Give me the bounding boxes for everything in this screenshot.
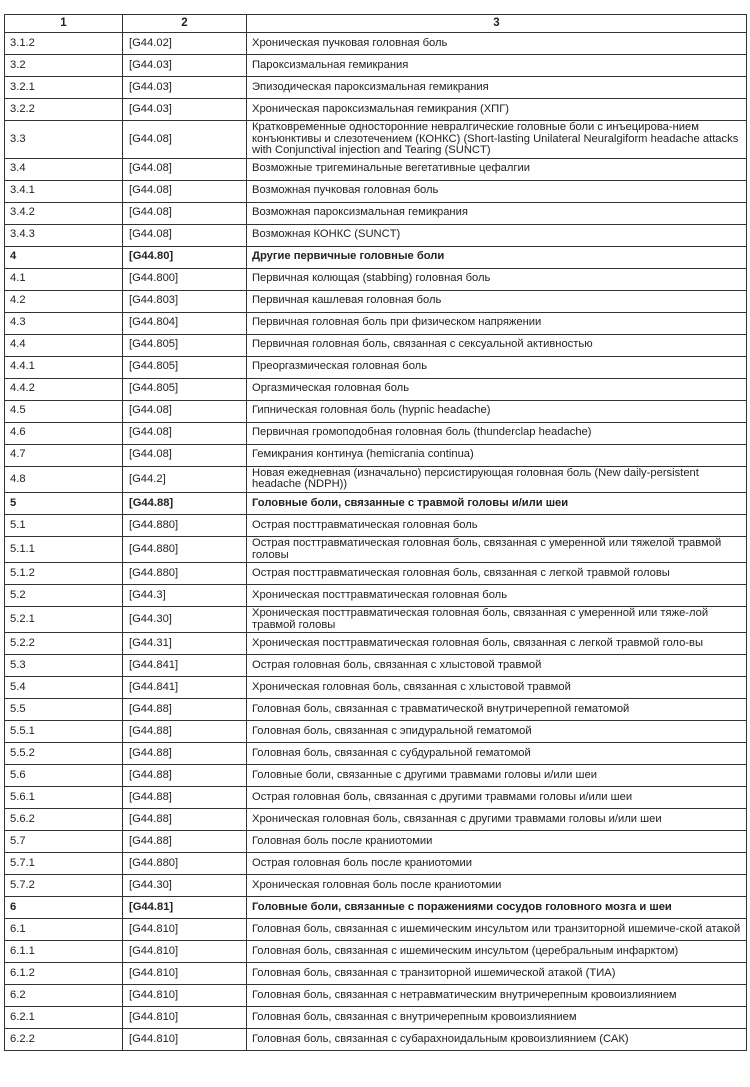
row-number-cell: 5.2.2: [5, 633, 123, 655]
description-cell: Головная боль после краниотомии: [247, 831, 747, 853]
icd-code-cell: [G44.805]: [123, 334, 247, 356]
icd-code-cell: [G44.810]: [123, 1029, 247, 1051]
icd-code-cell: [G44.800]: [123, 268, 247, 290]
row-number-cell: 3.2: [5, 55, 123, 77]
icd-code-cell: [G44.880]: [123, 514, 247, 536]
icd-code-cell: [G44.08]: [123, 202, 247, 224]
row-number-cell: 6.2.2: [5, 1029, 123, 1051]
table-row: [5, 77, 747, 99]
row-number-cell: 4.8: [5, 466, 123, 492]
row-number-cell: 6.2: [5, 985, 123, 1007]
icd-code-cell: [G44.805]: [123, 378, 247, 400]
row-number-cell: 5.5.2: [5, 743, 123, 765]
description-cell: Головная боль, связанная с субдуральной гематомой: [247, 743, 747, 765]
icd-code-cell: [G44.810]: [123, 963, 247, 985]
description-cell: Головная боль, связанная с внутричерепным кровоизлиянием: [247, 1007, 747, 1029]
row-number-cell: 5.6: [5, 765, 123, 787]
icd-code-cell: [G44.880]: [123, 536, 247, 562]
table-row: [5, 99, 747, 121]
icd-code-cell: [G44.88]: [123, 743, 247, 765]
description-cell: Первичная головная боль, связанная с сексуальной активностью: [247, 334, 747, 356]
icd-code-cell: [G44.2]: [123, 466, 247, 492]
icd-code-cell: [G44.81]: [123, 897, 247, 919]
row-number-cell: 5.1: [5, 514, 123, 536]
table-row: [5, 585, 747, 607]
table-row: [5, 334, 747, 356]
table-row: [5, 290, 747, 312]
table-row: [5, 787, 747, 809]
icd-code-cell: [G44.03]: [123, 99, 247, 121]
description-cell: Возможные тригеминальные вегетативные цефалгии: [247, 158, 747, 180]
table-row: [5, 985, 747, 1007]
icd-code-cell: [G44.08]: [123, 121, 247, 159]
row-number-cell: 5.2.1: [5, 607, 123, 633]
table-row: [5, 33, 747, 55]
row-number-cell: 3.4.3: [5, 224, 123, 246]
table-row: [5, 743, 747, 765]
description-cell: Головная боль, связанная с субарахноидальным кровоизлиянием (САК): [247, 1029, 747, 1051]
icd-code-cell: [G44.88]: [123, 809, 247, 831]
row-number-cell: 5.7: [5, 831, 123, 853]
row-number-cell: 4.4.1: [5, 356, 123, 378]
description-cell: Гемикрания континуа (hemicrania continua): [247, 444, 747, 466]
icd-code-cell: [G44.88]: [123, 699, 247, 721]
icd-code-cell: [G44.08]: [123, 224, 247, 246]
header-col-2: 2: [123, 15, 247, 33]
description-cell: Головная боль, связанная с ишемическим инсультом или транзиторной ишемиче-ской атакой: [247, 919, 747, 941]
description-cell: Головная боль, связанная с транзиторной ишемической атакой (ТИА): [247, 963, 747, 985]
description-cell: Новая ежедневная (изначально) персистирующая головная боль (New daily-persistent headache (NDPH)): [247, 466, 747, 492]
row-number-cell: 3.4: [5, 158, 123, 180]
icd-code-cell: [G44.3]: [123, 585, 247, 607]
table-row: [5, 378, 747, 400]
row-number-cell: 3.3: [5, 121, 123, 159]
description-cell: Острая посттравматическая головная боль, связанная с умеренной или тяжелой травмой головы: [247, 536, 747, 562]
table-row: [5, 699, 747, 721]
row-number-cell: 4: [5, 246, 123, 268]
table-row: [5, 356, 747, 378]
row-number-cell: 6.2.1: [5, 1007, 123, 1029]
table-row: [5, 121, 747, 159]
table-row: [5, 897, 747, 919]
header-col-3: 3: [247, 15, 747, 33]
description-cell: Первичная кашлевая головная боль: [247, 290, 747, 312]
icd-code-cell: [G44.880]: [123, 853, 247, 875]
row-number-cell: 4.4.2: [5, 378, 123, 400]
icd-code-cell: [G44.30]: [123, 875, 247, 897]
icd-code-cell: [G44.08]: [123, 400, 247, 422]
header-col-1: 1: [5, 15, 123, 33]
table-row: [5, 765, 747, 787]
row-number-cell: 5.1.1: [5, 536, 123, 562]
icd-code-cell: [G44.08]: [123, 180, 247, 202]
description-cell: Хроническая посттравматическая головная боль, связанная с умеренной или тяже-лой травмой головы: [247, 607, 747, 633]
table-row: [5, 492, 747, 514]
description-cell: Острая посттравматическая головная боль, связанная с легкой травмой головы: [247, 563, 747, 585]
table-row: [5, 1029, 747, 1051]
description-cell: Другие первичные головные боли: [247, 246, 747, 268]
icd-code-cell: [G44.880]: [123, 563, 247, 585]
table-row: [5, 633, 747, 655]
table-row: [5, 400, 747, 422]
row-number-cell: 5.5.1: [5, 721, 123, 743]
icd-code-cell: [G44.810]: [123, 919, 247, 941]
table-row: [5, 180, 747, 202]
table-row: [5, 422, 747, 444]
row-number-cell: 4.7: [5, 444, 123, 466]
icd-code-cell: [G44.810]: [123, 1007, 247, 1029]
row-number-cell: 5.4: [5, 677, 123, 699]
row-number-cell: 5.6.1: [5, 787, 123, 809]
icd-code-cell: [G44.810]: [123, 985, 247, 1007]
description-cell: Головная боль, связанная с травматической внутричерепной гематомой: [247, 699, 747, 721]
table-row: [5, 312, 747, 334]
row-number-cell: 5.7.1: [5, 853, 123, 875]
icd-code-cell: [G44.88]: [123, 721, 247, 743]
icd-code-cell: [G44.841]: [123, 655, 247, 677]
description-cell: Головная боль, связанная с эпидуральной гематомой: [247, 721, 747, 743]
icd-code-cell: [G44.02]: [123, 33, 247, 55]
row-number-cell: 6.1.2: [5, 963, 123, 985]
description-cell: Острая головная боль, связанная с другими травмами головы и/или шеи: [247, 787, 747, 809]
row-number-cell: 6.1: [5, 919, 123, 941]
description-cell: Первичная колющая (stabbing) головная боль: [247, 268, 747, 290]
row-number-cell: 5.6.2: [5, 809, 123, 831]
table-row: [5, 1007, 747, 1029]
description-cell: Хроническая посттравматическая головная боль, связанная с легкой травмой голо-вы: [247, 633, 747, 655]
description-cell: Хроническая головная боль, связанная с хлыстовой травмой: [247, 677, 747, 699]
row-number-cell: 3.4.2: [5, 202, 123, 224]
row-number-cell: 4.2: [5, 290, 123, 312]
row-number-cell: 5.1.2: [5, 563, 123, 585]
icd-code-cell: [G44.804]: [123, 312, 247, 334]
description-cell: Возможная пучковая головная боль: [247, 180, 747, 202]
description-cell: Эпизодическая пароксизмальная гемикрания: [247, 77, 747, 99]
icd-code-cell: [G44.31]: [123, 633, 247, 655]
row-number-cell: 5.7.2: [5, 875, 123, 897]
table-row: [5, 444, 747, 466]
row-number-cell: 3.2.2: [5, 99, 123, 121]
row-number-cell: 3.4.1: [5, 180, 123, 202]
description-cell: Возможная КОНКС (SUNCT): [247, 224, 747, 246]
table-row: [5, 536, 747, 562]
row-number-cell: 6.1.1: [5, 941, 123, 963]
table-row: [5, 655, 747, 677]
table-row: [5, 158, 747, 180]
row-number-cell: 4.4: [5, 334, 123, 356]
description-cell: Первичная громоподобная головная боль (thunderclap headache): [247, 422, 747, 444]
icd-code-cell: [G44.841]: [123, 677, 247, 699]
row-number-cell: 4.5: [5, 400, 123, 422]
description-cell: Оргазмическая головная боль: [247, 378, 747, 400]
description-cell: Хроническая пучковая головная боль: [247, 33, 747, 55]
icd-code-cell: [G44.80]: [123, 246, 247, 268]
description-cell: Хроническая головная боль, связанная с другими травмами головы и/или шеи: [247, 809, 747, 831]
table-header: [5, 15, 747, 33]
description-cell: Головные боли, связанные с травмой головы и/или шеи: [247, 492, 747, 514]
description-cell: Хроническая посттравматическая головная боль: [247, 585, 747, 607]
table-row: [5, 677, 747, 699]
description-cell: Первичная головная боль при физическом напряжении: [247, 312, 747, 334]
icd-code-cell: [G44.03]: [123, 77, 247, 99]
row-number-cell: 5.3: [5, 655, 123, 677]
icd-code-cell: [G44.88]: [123, 492, 247, 514]
row-number-cell: 6: [5, 897, 123, 919]
icd-code-cell: [G44.08]: [123, 444, 247, 466]
table-row: [5, 963, 747, 985]
row-number-cell: 4.6: [5, 422, 123, 444]
table-row: [5, 809, 747, 831]
table-row: [5, 466, 747, 492]
table-row: [5, 721, 747, 743]
icd-code-cell: [G44.30]: [123, 607, 247, 633]
description-cell: Гипническая головная боль (hypnic headache): [247, 400, 747, 422]
row-number-cell: 5: [5, 492, 123, 514]
table-row: [5, 941, 747, 963]
description-cell: Кратковременные односторонние невралгические головные боли с инъецирова-нием конъюнктивы и слезотечением (КОНКС) (Short-lasting Unilateral Neuralgiform headache attacks with Conjunctival injection and Tearing (SUNCT): [247, 121, 747, 159]
icd-code-cell: [G44.88]: [123, 765, 247, 787]
table-row: [5, 224, 747, 246]
table-row: [5, 563, 747, 585]
icd-code-cell: [G44.805]: [123, 356, 247, 378]
table-row: [5, 514, 747, 536]
icd-code-cell: [G44.803]: [123, 290, 247, 312]
description-cell: Головные боли, связанные с другими травмами головы и/или шеи: [247, 765, 747, 787]
description-cell: Острая головная боль после краниотомии: [247, 853, 747, 875]
description-cell: Острая посттравматическая головная боль: [247, 514, 747, 536]
description-cell: Головные боли, связанные с поражениями сосудов головного мозга и шеи: [247, 897, 747, 919]
description-cell: Головная боль, связанная с нетравматическим внутричерепным кровоизлиянием: [247, 985, 747, 1007]
description-cell: Острая головная боль, связанная с хлыстовой травмой: [247, 655, 747, 677]
description-cell: Хроническая головная боль после краниотомии: [247, 875, 747, 897]
row-number-cell: 3.1.2: [5, 33, 123, 55]
description-cell: Преоргазмическая головная боль: [247, 356, 747, 378]
row-number-cell: 3.2.1: [5, 77, 123, 99]
table-row: [5, 607, 747, 633]
icd-code-cell: [G44.03]: [123, 55, 247, 77]
table-row: [5, 202, 747, 224]
icd-code-cell: [G44.810]: [123, 941, 247, 963]
table-row: [5, 919, 747, 941]
icd-code-cell: [G44.88]: [123, 787, 247, 809]
icd-code-cell: [G44.08]: [123, 422, 247, 444]
row-number-cell: 5.5: [5, 699, 123, 721]
table-row: [5, 55, 747, 77]
table-row: [5, 853, 747, 875]
row-number-cell: 4.3: [5, 312, 123, 334]
description-cell: Возможная пароксизмальная гемикрания: [247, 202, 747, 224]
icd-code-cell: [G44.88]: [123, 831, 247, 853]
header-row: [5, 15, 747, 33]
description-cell: Пароксизмальная гемикрания: [247, 55, 747, 77]
row-number-cell: 4.1: [5, 268, 123, 290]
description-cell: Головная боль, связанная с ишемическим инсультом (церебральным инфарктом): [247, 941, 747, 963]
description-cell: Хроническая пароксизмальная гемикрания (ХПГ): [247, 99, 747, 121]
table-body: [5, 33, 747, 1051]
table-row: [5, 268, 747, 290]
icd-code-cell: [G44.08]: [123, 158, 247, 180]
table-row: [5, 875, 747, 897]
table-row: [5, 831, 747, 853]
classification-table: [4, 14, 747, 1051]
row-number-cell: 5.2: [5, 585, 123, 607]
table-row: [5, 246, 747, 268]
